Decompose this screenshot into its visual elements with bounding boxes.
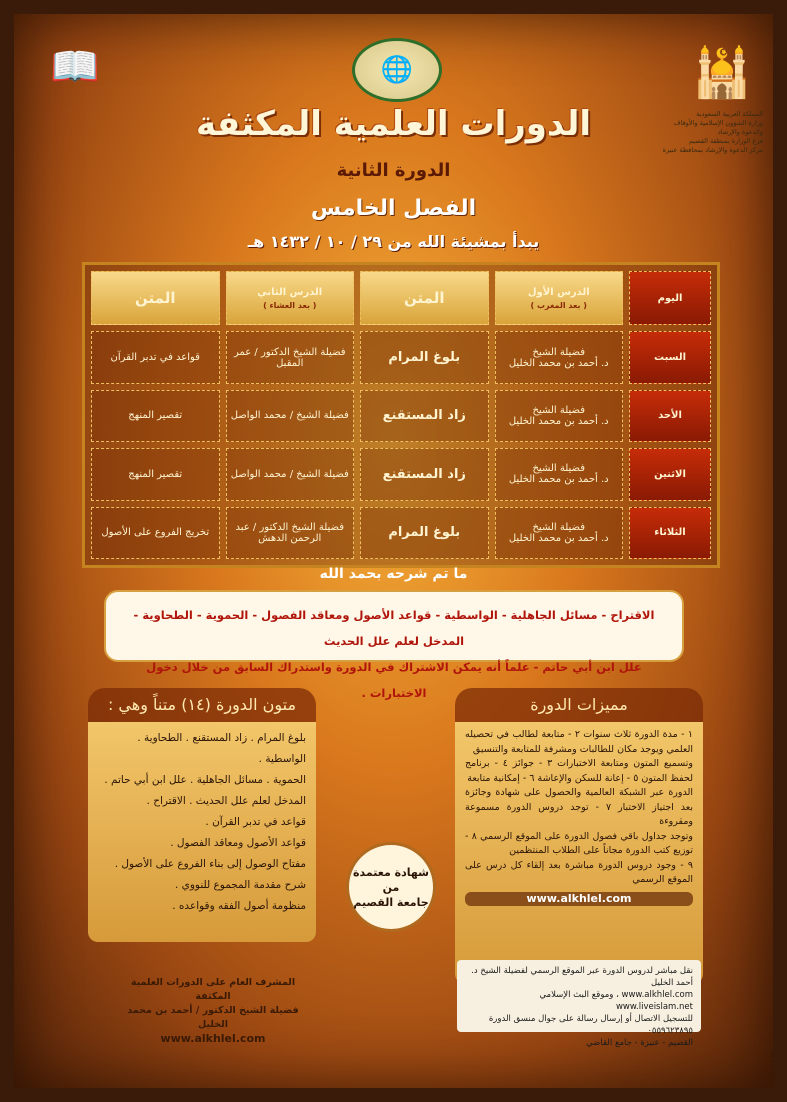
certificate-line: شهادة معتمدة bbox=[353, 865, 429, 879]
ministry-line: فرع الوزارة بمنطقة القصيم bbox=[688, 137, 763, 145]
text2-cell: قواعد في تدبر القرآن bbox=[91, 331, 220, 383]
sheikh2-cell: فضيلة الشيخ / محمد الواصل bbox=[226, 390, 355, 442]
explained-heading: ما تم شرحه بحمد الله bbox=[319, 566, 468, 582]
broadcast-line: www.alkhlel.com ، وموقع البث الإسلامي www.liveislam.net bbox=[539, 990, 693, 1012]
sheikh1-name: د. أحمد بن محمد الخليل bbox=[508, 357, 609, 369]
ministry-line: وزارة الشؤون الإسلامية والأوقاف والدعوة والإرشاد bbox=[673, 119, 763, 136]
table-row bbox=[91, 331, 711, 383]
lesson1-header bbox=[495, 271, 624, 325]
table-row bbox=[91, 507, 711, 559]
ministry-line: المملكة العربية السعودية bbox=[696, 110, 763, 118]
text1-name: زاد المستقنع bbox=[382, 408, 466, 424]
text1-name: بلوغ المرام bbox=[388, 525, 461, 541]
course-logo-icon: 📖 bbox=[50, 44, 100, 90]
text1-name: بلوغ المرام bbox=[388, 350, 461, 365]
sheikh1-cell bbox=[495, 507, 624, 559]
list-item: مفتاح الوصول إلى بناء الفروع على الأصول . bbox=[114, 858, 306, 870]
certificate-line: جامعة القصيم bbox=[353, 895, 429, 909]
globe-emblem-icon: 🌐 bbox=[352, 38, 442, 102]
feature-item: وتوجد جداول باقي فصول الدورة على الموقع الرسمي ٨ - توزيع كتب الدورة مجاناً على الطلاب المنتظمين bbox=[465, 830, 693, 856]
schedule-table bbox=[82, 262, 720, 568]
certificate-line: من bbox=[382, 880, 400, 894]
supervisor-line: المشرف العام على الدورات العلمية المكثفة bbox=[130, 977, 296, 1002]
sheikh1-title: فضيلة الشيخ bbox=[532, 521, 586, 533]
sheikh2-cell: فضيلة الشيخ الدكتور / عبد الرحمن الدهش bbox=[226, 507, 355, 559]
text1-name: زاد المستقنع bbox=[382, 466, 466, 482]
explained-line: الاقتراح - مسائل الجاهلية - الواسطية - قواعد الأصول ومعاقد الفصول - الحموية - الطحاوية - المدخل لعلم علل الحديث bbox=[133, 608, 655, 648]
page-title: الدورات العلمية المكثفة bbox=[195, 104, 591, 144]
supervisor-website-link[interactable]: www.alkhlel.com bbox=[160, 1032, 266, 1045]
features-title: مميزات الدورة bbox=[455, 688, 703, 722]
list-item: المدخل لعلم علل الحديث . الاقتراح . bbox=[146, 795, 306, 807]
print-code: 06 5433060 bbox=[768, 1050, 775, 1087]
lesson1-label: الدرس الأول bbox=[527, 286, 590, 298]
sheikh1-cell bbox=[495, 331, 624, 383]
features-body bbox=[455, 722, 703, 984]
sheikh1-cell bbox=[495, 448, 624, 500]
broadcast-line: القصيم - عنيزة - جامع القاضي bbox=[586, 1038, 693, 1048]
feature-item: ١ - مدة الدورة ثلاث سنوات ٢ - متابعة لطالب في تحصيله العلمي ويوجد مكان للطالبات ومشرفة للمتابعة والتنسيق bbox=[465, 729, 693, 755]
sheikh1-name: د. أحمد بن محمد الخليل bbox=[508, 415, 609, 427]
start-date: يبدأ بمشيئة الله من ٢٩ / ١٠ / ١٤٣٢ هـ bbox=[247, 232, 540, 251]
feature-item: الدورة عبر الشبكة العالمية والحصول على شهادة وجائزة بعد اجتياز الاختبار ٧ - توجد دروس الدورة مسموعة ومقروءة bbox=[465, 787, 693, 827]
text2-cell: تقصير المنهج bbox=[91, 390, 220, 442]
ministry-line: مركز الدعوة والإرشاد بمحافظة عنيزة bbox=[662, 146, 763, 154]
text1-cell bbox=[360, 448, 489, 500]
explained-box bbox=[104, 590, 684, 700]
explained-line: علل ابن أبي حاتم - علماً أنه يمكن الاشتراك في الدورة واستدراك السابق من خلال دخول الاختبارات . bbox=[146, 660, 642, 700]
sheikh2-cell: فضيلة الشيخ / محمد الواصل bbox=[226, 448, 355, 500]
list-item: بلوغ المرام . زاد المستقنع . الطحاوية . الواسطية . bbox=[137, 732, 306, 765]
day-cell: السبت bbox=[629, 331, 711, 383]
table-row bbox=[91, 448, 711, 500]
list-item: قواعد الأصول ومعاقد الفصول . bbox=[170, 837, 306, 849]
text2-cell: تخريج الفروع على الأصول bbox=[91, 507, 220, 559]
sheikh1-name: د. أحمد بن محمد الخليل bbox=[508, 474, 609, 486]
broadcast-line: للتسجيل الاتصال أو إرسال رسالة على جوال منسق الدورة ٠٥٥٩٦٢٣٨٩٥ bbox=[488, 1014, 693, 1036]
schedule-header-row bbox=[91, 271, 711, 325]
lesson2-time: ( بعد العشاء ) bbox=[263, 300, 317, 310]
list-item: شرح مقدمة المجموع للنووي . bbox=[174, 879, 306, 891]
text2-header: المتن bbox=[91, 271, 220, 325]
ministry-logo-icon: 🕌 bbox=[692, 45, 752, 101]
texts-body bbox=[88, 722, 316, 942]
course-edition: الدورة الثانية bbox=[336, 160, 451, 181]
sheikh1-title: فضيلة الشيخ bbox=[532, 404, 586, 416]
feature-item: وتسميع المتون ومتابعة الاختبارات ٣ - جوائز ٤ - برنامج لحفظ المتون ٥ - إعانة للسكن والإعاشة ٦ - إمكانية متابعة bbox=[465, 758, 693, 784]
text1-cell bbox=[360, 507, 489, 559]
list-item: قواعد في تدبر القرآن . bbox=[205, 816, 306, 828]
sheikh1-cell bbox=[495, 390, 624, 442]
list-item: منظومة أصول الفقه وقواعده . bbox=[172, 900, 306, 912]
day-header: اليوم bbox=[629, 271, 711, 325]
sheikh1-name: د. أحمد بن محمد الخليل bbox=[508, 532, 609, 544]
broadcast-line: نقل مباشر لدروس الدورة عبر الموقع الرسمي لفضيلة الشيخ د. أحمد الخليل bbox=[471, 966, 693, 988]
texts-list bbox=[98, 728, 306, 917]
day-cell: الثلاثاء bbox=[629, 507, 711, 559]
certificate-badge bbox=[346, 842, 436, 932]
season-title: الفصل الخامس bbox=[310, 196, 477, 221]
broadcast-info bbox=[457, 960, 701, 1048]
lesson2-label: الدرس الثاني bbox=[257, 286, 323, 298]
feature-item: ٩ - وجود دروس الدورة مباشرة بعد إلقاء كل درس على الموقع الرسمي bbox=[465, 859, 693, 885]
sheikh1-title: فضيلة الشيخ bbox=[532, 463, 586, 475]
day-cell: الاثنين bbox=[629, 448, 711, 500]
supervisor-info bbox=[118, 976, 308, 1046]
day-cell: الأحد bbox=[629, 390, 711, 442]
text1-cell bbox=[360, 331, 489, 383]
text1-header: المتن bbox=[360, 271, 489, 325]
features-box bbox=[455, 688, 703, 984]
website-link[interactable]: www.alkhlel.com bbox=[465, 892, 693, 907]
texts-box bbox=[88, 688, 316, 942]
sheikh1-title: فضيلة الشيخ bbox=[532, 346, 586, 358]
texts-title: متون الدورة (١٤) متناً وهي : bbox=[88, 688, 316, 722]
lesson2-header bbox=[226, 271, 355, 325]
supervisor-line: فضيلة الشيخ الدكتور / أحمد بن محمد الخليل bbox=[127, 1005, 299, 1030]
text2-cell: تقصير المنهج bbox=[91, 448, 220, 500]
table-row bbox=[91, 390, 711, 442]
list-item: الحموية . مسائل الجاهلية . علل ابن أبي حاتم . bbox=[104, 774, 306, 786]
lesson1-time: ( بعد المغرب ) bbox=[530, 300, 587, 310]
sheikh2-cell: فضيلة الشيخ الدكتور / عمر المقبل bbox=[226, 331, 355, 383]
text1-cell bbox=[360, 390, 489, 442]
